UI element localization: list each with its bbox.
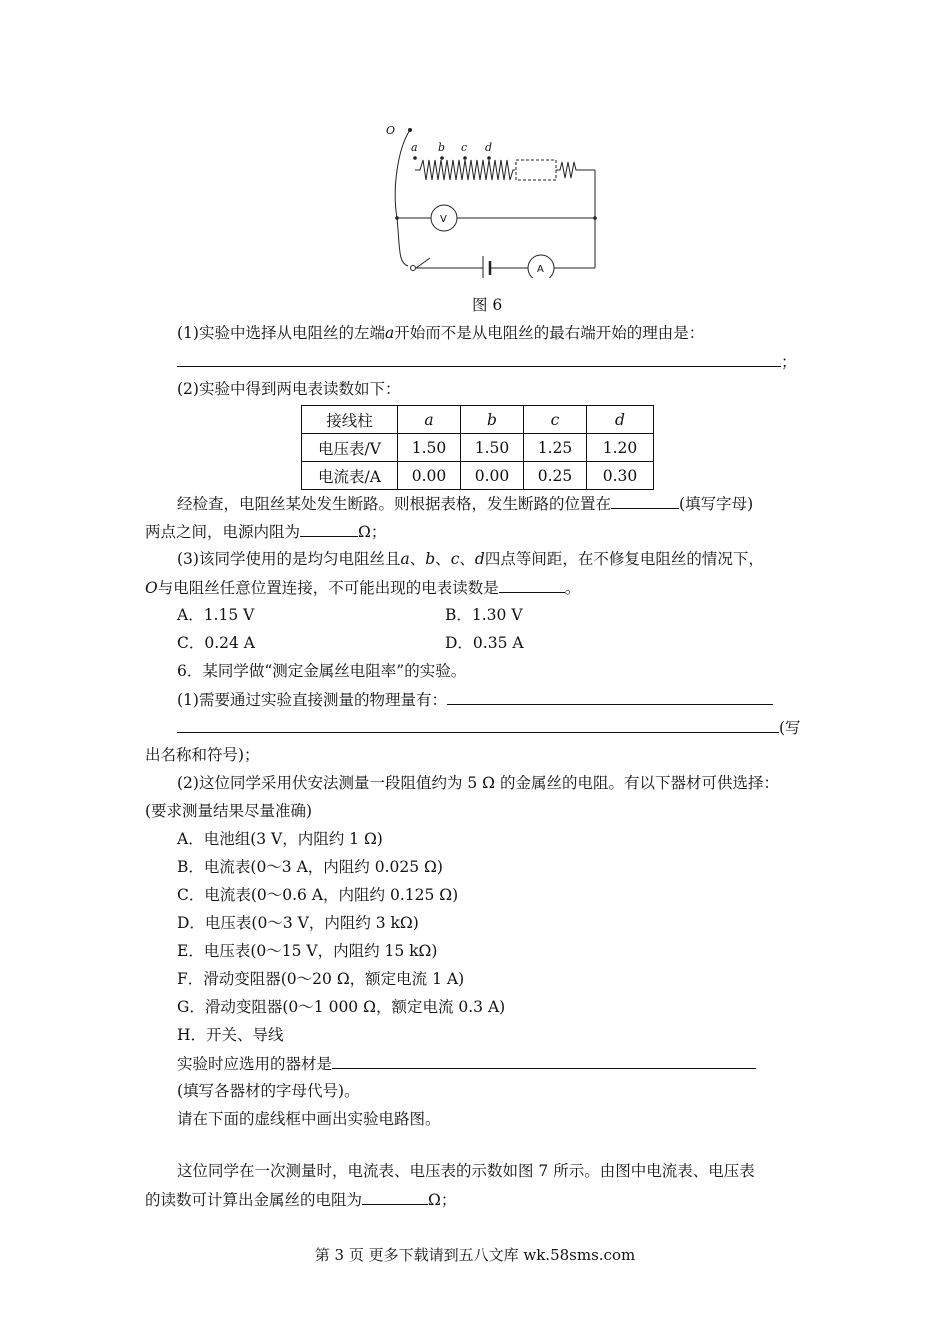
table-header: a — [398, 406, 461, 434]
terminal-O — [408, 128, 412, 132]
table-cell: 0.30 — [587, 462, 654, 490]
answer-blank[interactable] — [499, 576, 565, 593]
q6-select-note: (填写各器材的字母代号)。 — [177, 1082, 360, 1100]
answer-blank[interactable] — [177, 350, 781, 367]
table-header: 接线柱 — [302, 406, 398, 434]
q6-part1-line3: 出名称和符号)； — [145, 746, 260, 764]
table-cell: 0.25 — [524, 462, 587, 490]
answer-blank[interactable] — [447, 688, 773, 705]
option-A[interactable]: A．1.15 V — [177, 606, 255, 624]
label-a: a — [411, 141, 418, 154]
voltmeter-label: V — [440, 214, 447, 225]
label-c: c — [461, 141, 468, 154]
label-b: b — [438, 141, 446, 154]
equipment-item: F．滑动变阻器(0～20 Ω，额定电流 1 A) — [177, 970, 465, 988]
equipment-item: C．电流表(0～0.6 A，内阻约 0.125 Ω) — [177, 886, 459, 904]
q6-title: 6．某同学做“测定金属丝电阻率”的实验。 — [177, 662, 467, 680]
equipment-item: H．开关、导线 — [177, 1026, 284, 1044]
equipment-item: E．电压表(0～15 V，内阻约 15 kΩ) — [177, 942, 438, 960]
q6-draw-instruction: 请在下面的虚线框中画出实验电路图。 — [177, 1110, 441, 1128]
q6-measure: 这位同学在一次测量时，电流表、电压表的示数如图 7 所示。由图中电流表、电压表 — [177, 1162, 755, 1180]
omitted-segment-box — [516, 160, 556, 180]
table-cell: 1.50 — [398, 434, 461, 462]
q5-part3-line2: O与电阻丝任意位置连接，不可能出现的电表读数是 。 — [145, 576, 580, 599]
page-footer: 第 3 页 更多下载请到五八文库 wk.58sms.com — [314, 1246, 636, 1264]
q5-part1: (1)实验中选择从电阻丝的左端a开始而不是从电阻丝的最右端开始的理由是： — [177, 324, 705, 342]
table-header: c — [524, 406, 587, 434]
table-cell: 0.00 — [461, 462, 524, 490]
q6-part2: (2)这位同学采用伏安法测量一段阻值约为 5 Ω 的金属丝的电阻。有以下器材可供选择： — [177, 774, 779, 792]
q6-measure-line2: 的读数可计算出金属丝的电阻为 Ω； — [145, 1188, 456, 1211]
q5-part2-resistance: 两点之间，电源内阻为 Ω； — [145, 520, 386, 543]
answer-blank[interactable] — [611, 492, 679, 509]
lead-wire-O — [395, 130, 410, 266]
table-cell: 1.50 — [461, 434, 524, 462]
table-row — [302, 406, 654, 434]
q5-part1-answer-line: ； — [177, 350, 797, 373]
answer-blank[interactable] — [177, 716, 779, 733]
q6-part1: (1)需要通过实验直接测量的物理量有： — [177, 688, 773, 711]
label-d: d — [485, 141, 493, 154]
option-C[interactable]: C．0.24 A — [177, 634, 255, 652]
equipment-item: B．电流表(0～3 A，内阻约 0.025 Ω) — [177, 858, 443, 876]
option-B[interactable]: B．1.30 V — [445, 606, 523, 624]
table-cell: 电压表/V — [302, 434, 398, 462]
equipment-item: D．电压表(0～3 V，内阻约 3 kΩ) — [177, 914, 419, 932]
table-cell: 0.00 — [398, 462, 461, 490]
answer-blank[interactable] — [300, 520, 358, 537]
circuit-diagram — [380, 118, 610, 278]
table-header: d — [587, 406, 654, 434]
table-cell: 1.25 — [524, 434, 587, 462]
answer-blank[interactable] — [332, 1052, 756, 1069]
figure-caption: 图 6 — [472, 296, 503, 314]
q5-part3: (3)该同学使用的是均匀电阻丝且a、b、c、d四点等间距，在不修复电阻丝的情况下， — [177, 550, 764, 568]
table-header: b — [461, 406, 524, 434]
equipment-item: G．滑动变阻器(0～1 000 Ω，额定电流 0.3 A) — [177, 998, 506, 1016]
q6-select: 实验时应选用的器材是 — [177, 1052, 756, 1075]
resistance-wire — [415, 160, 515, 180]
q5-part2: (2)实验中得到两电表读数如下： — [177, 380, 401, 398]
table-row — [302, 462, 654, 490]
q6-part2-line2: (要求测量结果尽量准确) — [145, 802, 313, 820]
readings-table — [301, 405, 654, 490]
option-D[interactable]: D．0.35 A — [445, 634, 524, 652]
q6-part1-line2: (写 — [177, 716, 801, 739]
label-O: O — [386, 124, 396, 137]
switch-blade — [416, 258, 430, 268]
answer-blank[interactable] — [362, 1188, 428, 1205]
table-cell: 电流表/A — [302, 462, 398, 490]
q5-part2-check: 经检查，电阻丝某处发生断路。则根据表格，发生断路的位置在 (填写字母) — [177, 492, 753, 515]
ammeter-label: A — [537, 264, 544, 275]
table-row — [302, 434, 654, 462]
table-cell: 1.20 — [587, 434, 654, 462]
equipment-item: A．电池组(3 V，内阻约 1 Ω) — [177, 830, 383, 848]
